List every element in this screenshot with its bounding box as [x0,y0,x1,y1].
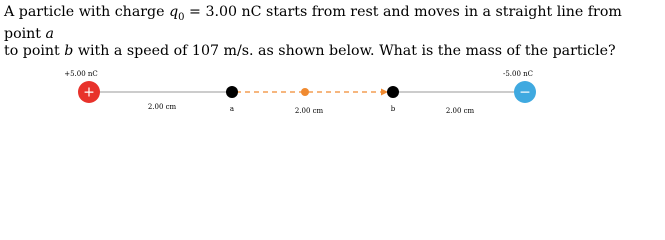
charge-symbol: q [169,4,179,20]
right-charge-label: -5.00 nC [502,70,534,78]
problem-line-2-suffix: with a speed of 107 m/s. as shown below. What is the mass of the particle? [73,42,616,59]
problem-line-1-middle: = 3.00 nC starts from rest and moves in a straight line from point [4,4,622,42]
point-b-label: b [390,105,396,113]
point-a-label: a [229,105,235,113]
problem-line-2-prefix: to point [4,42,65,59]
left-charge-label: +5.00 nC [64,70,98,78]
point-a-symbol: a [45,25,54,42]
point-b-dot [387,86,399,98]
positive-sign: + [83,84,95,101]
problem-line-1-prefix: A particle with charge [4,4,170,20]
point-a-dot [226,86,238,98]
point-b-symbol: b [64,42,74,59]
charge-subscript: 0 [178,11,185,23]
distance-left-label: 2.00 cm [147,103,177,111]
distance-middle-label: 2.00 cm [294,107,324,115]
negative-sign: − [519,84,531,101]
distance-right-label: 2.00 cm [445,107,475,115]
moving-particle [301,88,309,96]
